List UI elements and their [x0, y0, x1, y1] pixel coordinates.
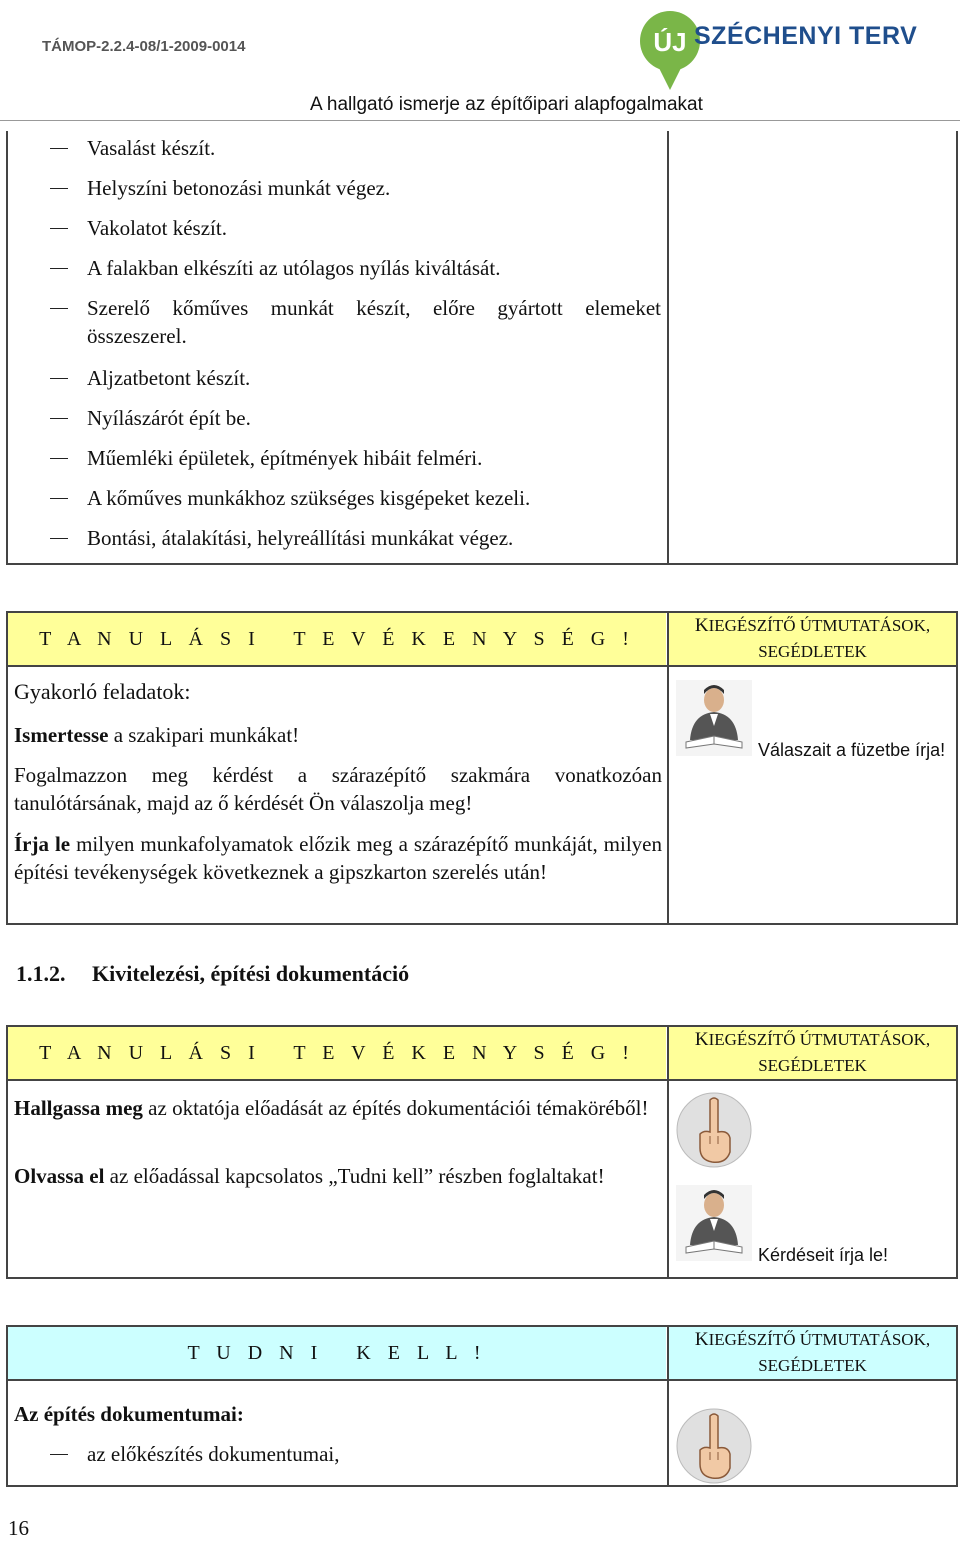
- exercise-p2: Fogalmazzon meg kérdést a szárazépítő szakmára vonatkozóan tanulótársának, majd az ő kérdését Ön válaszolja meg!: [14, 763, 662, 815]
- pointing-finger-icon: [676, 1408, 752, 1484]
- guidance-header-2: KIEGÉSZÍTŐ ÚTMUTATÁSOK, SEGÉDLETEK: [669, 1027, 956, 1079]
- pointing-finger-icon: [676, 1092, 752, 1168]
- activity2-p2: Olvassa el az előadással kapcsolatos „Tudni kell” részben foglaltakat!: [14, 1164, 605, 1188]
- activity-header-1: T A N U L Á S I T E V É K E N Y S É G !: [8, 613, 666, 665]
- guidance-header-1: KIEGÉSZÍTŐ ÚTMUTATÁSOK, SEGÉDLETEK: [669, 613, 956, 665]
- table2-column-divider: [667, 1025, 669, 1279]
- exercise-p3: Írja le milyen munkafolyamatok előzik meg a szárazépítő munkáját, milyen építési tevékenységek következnek a gipszkarton szerelés után!: [14, 832, 662, 884]
- table1-column-divider: [667, 611, 669, 925]
- task-list: Vasalást készít. Helyszíni betonozási munkát végez. Vakolatot készít. A falakban elkészíti az utólagos nyílás kiváltását. Szerelő kőműves munkát készít, előre gyártott elemeket összeszerel. Aljzatbetont készít. Nyílászárót épít be. Műemléki épületek, építmények hibáit felméri. A kőműves munkákhoz szükséges kisgépeket kezeli. Bontási, átalakítási, helyreállítási munkákat végez.: [50, 134, 670, 554]
- page-subtitle: A hallgató ismerje az építőipari alapfogalmakat: [310, 94, 703, 115]
- note-answers: Válaszait a füzetbe írja!: [758, 740, 946, 760]
- logo-text: SZÉCHENYI TERV: [694, 22, 918, 50]
- section-number: 1.1.2.: [16, 961, 66, 986]
- note-questions: Kérdéseit írja le!: [758, 1245, 889, 1265]
- know-title: Az építés dokumentumai:: [14, 1402, 244, 1426]
- activity-header-2: T A N U L Á S I T E V É K E N Y S É G !: [8, 1027, 666, 1079]
- guidance-header-3: KIEGÉSZÍTŐ ÚTMUTATÁSOK, SEGÉDLETEK: [669, 1327, 956, 1379]
- exercise-title: Gyakorló feladatok:: [14, 679, 191, 704]
- page-number: 16: [8, 1516, 29, 1540]
- logo-prefix: ÚJ: [653, 27, 687, 57]
- table1-header-rule: [6, 665, 958, 667]
- exercise-p1: Ismertesse a szakipari munkákat!: [14, 723, 300, 747]
- table2-header-rule: [6, 1079, 958, 1081]
- table3-header-rule: [6, 1379, 958, 1381]
- reader-man-icon: [676, 680, 752, 756]
- know-list: az előkészítés dokumentumai,: [50, 1440, 670, 1470]
- activity2-p1: Hallgassa meg az oktatója előadását az építés dokumentációi témaköréből!: [14, 1096, 649, 1120]
- header-divider: [0, 120, 960, 121]
- know-header: T U D N I K E L L !: [8, 1327, 666, 1379]
- project-code: TÁMOP-2.2.4-08/1-2009-0014: [42, 38, 246, 55]
- reader-man-icon: [676, 1185, 752, 1261]
- section-title: Kivitelezési, építési dokumentáció: [92, 961, 410, 986]
